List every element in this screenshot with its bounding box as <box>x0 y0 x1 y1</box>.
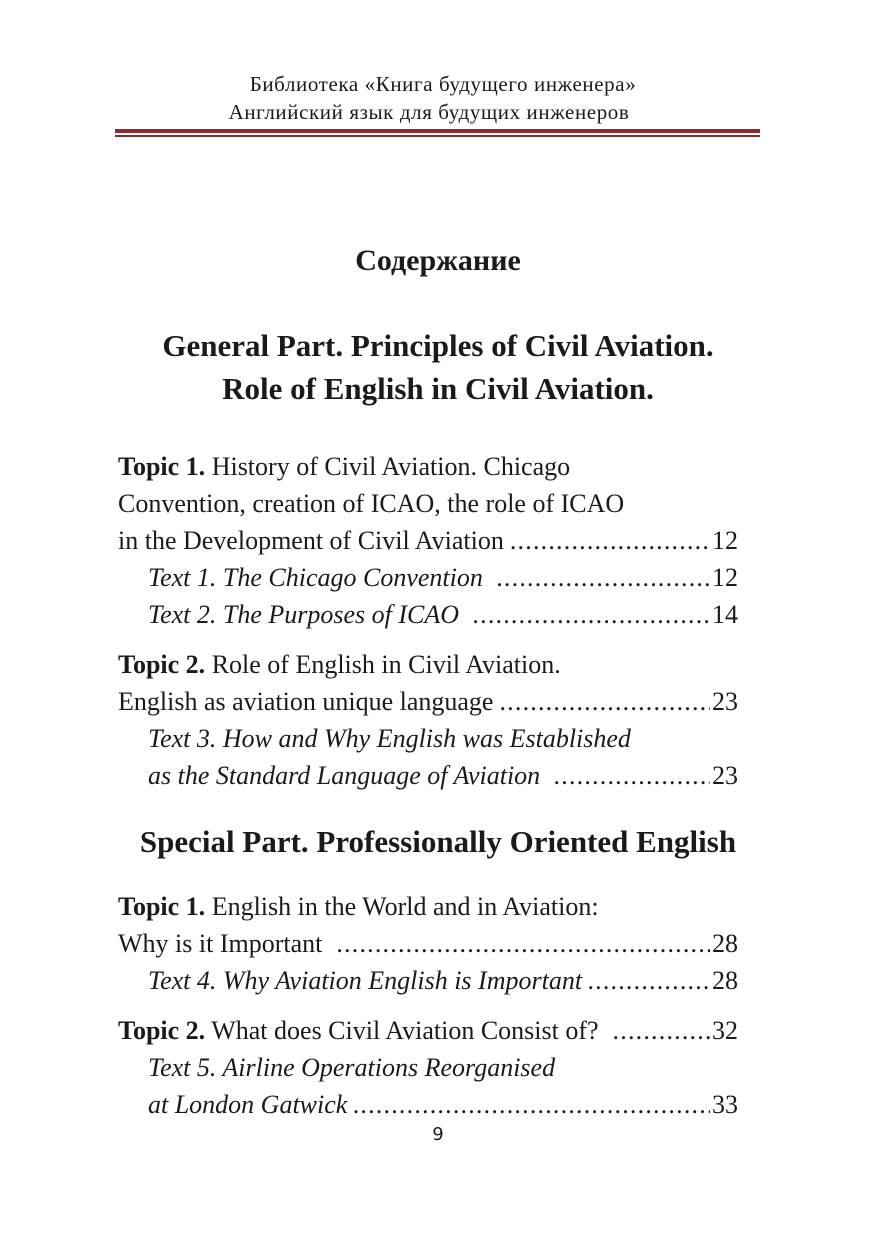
text4-entry[interactable] <box>118 962 738 999</box>
text2-entry[interactable] <box>118 596 738 633</box>
general-topic1-entry[interactable] <box>118 448 738 633</box>
header-rule-thin <box>115 135 760 137</box>
page-ref: 28 <box>712 966 738 995</box>
general-topic2-entry[interactable] <box>118 646 738 794</box>
page-number: 9 <box>432 1124 444 1145</box>
page-ref: 23 <box>712 761 738 790</box>
leader-dots <box>497 559 710 596</box>
leader-dots <box>510 522 710 559</box>
leader-dots <box>353 1086 710 1123</box>
text1-entry[interactable] <box>118 559 738 596</box>
contents-title: Содержание <box>355 244 521 277</box>
page-ref: 12 <box>712 563 738 592</box>
general-part-title <box>0 324 876 410</box>
topic-title-line2: Why is it Important <box>118 929 323 958</box>
special-topic2-entry[interactable] <box>118 1012 738 1123</box>
general-part-title-line2: Role of English in Civil Aviation. <box>222 371 654 406</box>
leader-dots <box>554 757 710 794</box>
header-rule-thick <box>115 129 760 133</box>
text-title: Text 2. The Purposes of ICAO <box>148 600 460 629</box>
leader-dots <box>613 1012 710 1049</box>
topic-label: Topic 2. <box>118 650 206 679</box>
page-ref: 12 <box>712 526 738 555</box>
leader-dots <box>473 596 710 633</box>
topic-title-line2: Convention, creation of ICAO, the role of ICAO <box>118 489 625 518</box>
leader-dots <box>588 962 710 999</box>
text5-entry[interactable] <box>118 1086 738 1123</box>
page-ref: 23 <box>712 687 738 716</box>
text-title: Text 4. Why Aviation English is Important <box>148 966 583 995</box>
topic-title-line1: Role of English in Civil Aviation. <box>211 650 561 679</box>
page-ref: 28 <box>712 929 738 958</box>
page-ref: 33 <box>712 1090 738 1119</box>
topic-title-line3: in the Development of Civil Aviation <box>118 526 504 555</box>
header-series-title: Библиотека «Книга будущего инженера» <box>249 72 637 96</box>
topic-label: Topic 1. <box>118 452 206 481</box>
topic-title-line1: English in the World and in Aviation: <box>211 892 599 921</box>
general-part-title-line1: General Part. Principles of Civil Aviation. <box>162 328 714 363</box>
running-header <box>0 70 876 126</box>
topic-label: Topic 2. <box>118 1016 206 1045</box>
text3-title-line1: Text 3. How and Why English was Established <box>148 724 631 753</box>
header-book-title: Английский язык для будущих инженеров <box>228 100 630 124</box>
text5-title-line1: Text 5. Airline Operations Reorganised <box>148 1053 556 1082</box>
text5-title-line2: at London Gatwick <box>148 1090 348 1119</box>
page-ref: 32 <box>712 1016 738 1045</box>
topic-label: Topic 1. <box>118 892 206 921</box>
special-part-title: Special Part. Professionally Oriented English <box>139 824 737 859</box>
topic-title-line1: What does Civil Aviation Consist of? <box>211 1016 599 1045</box>
topic-title-line2: English as aviation unique language <box>118 687 494 716</box>
text3-title-line2: as the Standard Language of Aviation <box>148 761 541 790</box>
page-ref: 14 <box>712 600 738 629</box>
text3-entry[interactable] <box>118 757 738 794</box>
leader-dots <box>336 925 710 962</box>
text-title: Text 1. The Chicago Convention <box>148 563 483 592</box>
special-topic1-entry[interactable] <box>118 888 738 999</box>
topic-title-line1: History of Civil Aviation. Chicago <box>211 452 571 481</box>
leader-dots <box>499 683 710 720</box>
